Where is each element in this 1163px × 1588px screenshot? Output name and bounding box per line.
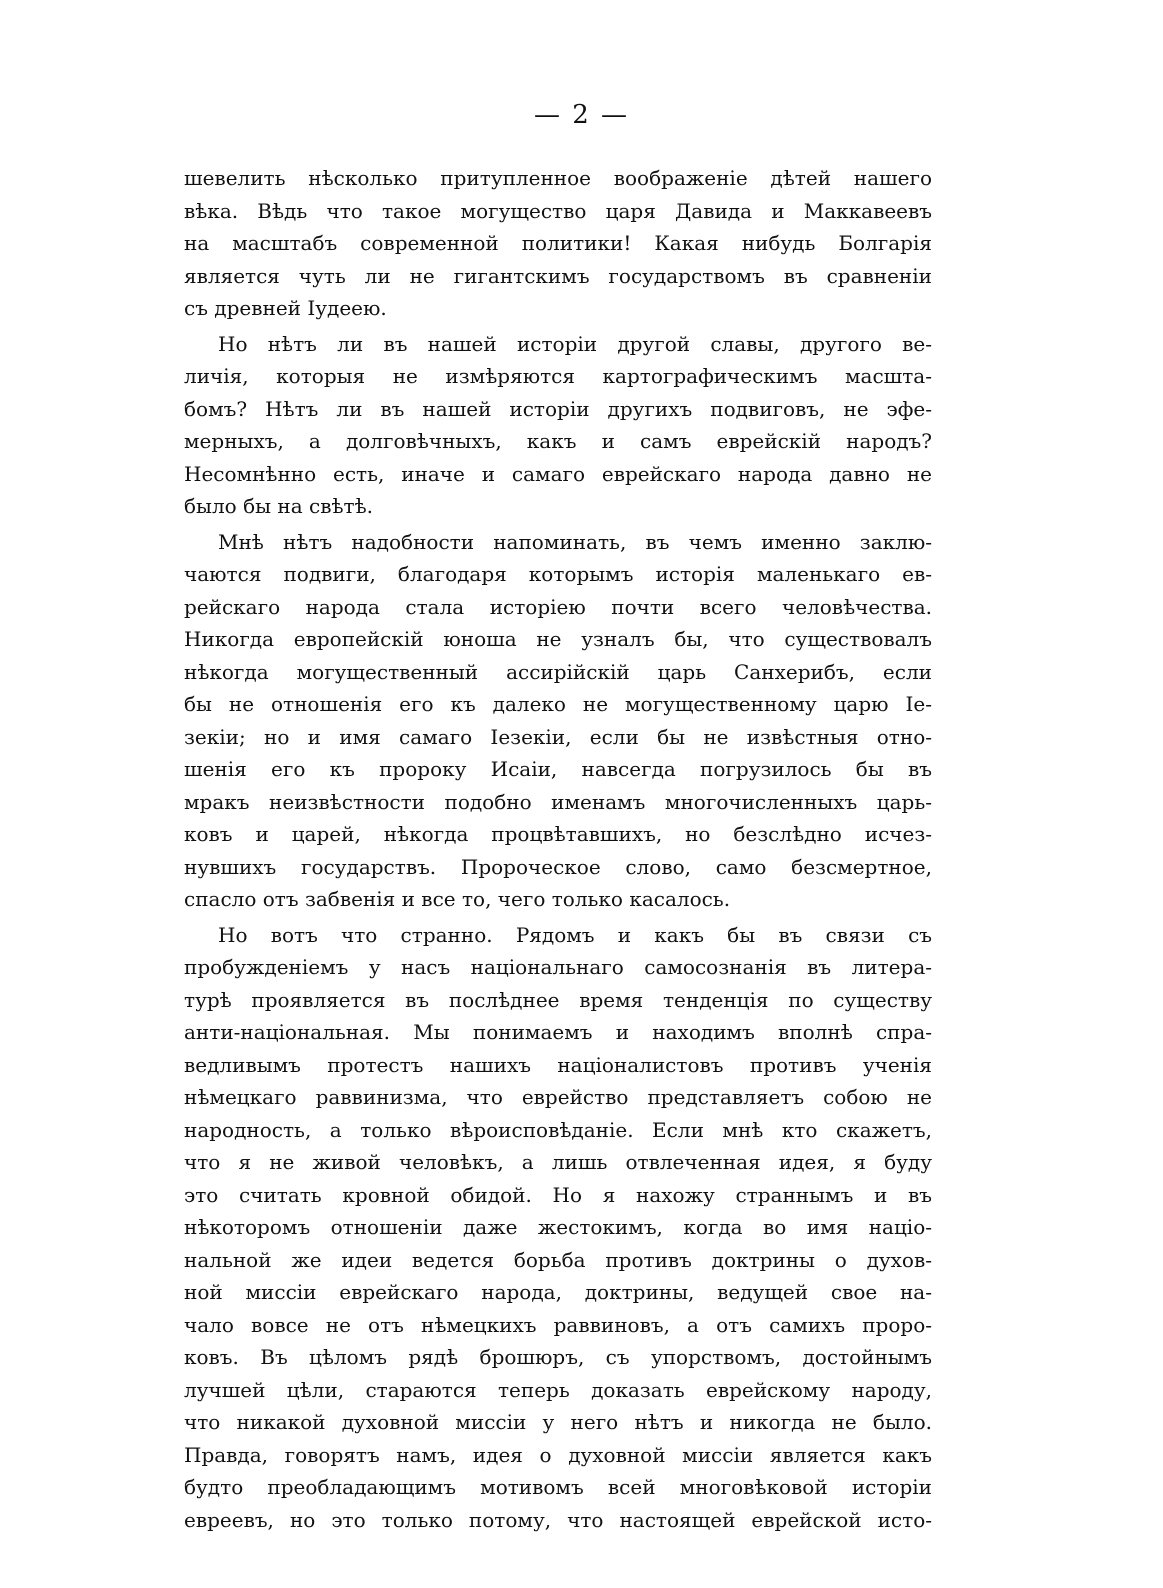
text-line: бомъ? Нѣтъ ли въ нашей исторіи другихъ подвиговъ, не эфе- <box>184 396 932 421</box>
text-line: шевелить нѣсколько притупленное воображеніе дѣтей нашего <box>184 166 932 190</box>
paragraph <box>184 526 932 916</box>
text-line: является чуть ли не гигантскимъ государствомъ въ сравненіи <box>184 263 932 288</box>
text-line: лучшей цѣли, стараются теперь доказать еврейскому народу, <box>184 1377 932 1402</box>
text-line: будто преобладающимъ мотивомъ всей многовѣковой исторіи <box>184 1475 932 1499</box>
paragraph <box>184 919 932 1537</box>
text-line: съ древней Іудеею. <box>184 296 387 320</box>
text-line: что я не живой человѣкъ, а лишь отвлеченная идея, я буду <box>184 1150 932 1174</box>
text-line: было бы на свѣтѣ. <box>184 494 373 518</box>
text-line: нальной же идеи ведется борьба противъ доктрины о духов- <box>184 1247 932 1272</box>
text-line: это считать кровной обидой. Но я нахожу страннымъ и въ <box>184 1182 932 1207</box>
text-line: Правда, говорятъ намъ, идея о духовной миссіи является какъ <box>184 1442 932 1467</box>
text-line: бы не отношенія его къ далеко не могущественному царю Іе- <box>184 692 932 716</box>
text-line: зекіи; но и имя самаго Іезекіи, если бы не извѣстныя отно- <box>184 724 932 749</box>
text-line: Мнѣ нѣтъ надобности напоминать, въ чемъ именно заклю- <box>218 529 932 554</box>
text-line: ведливымъ протестъ нашихъ націоналистовъ противъ ученія <box>184 1052 932 1077</box>
text-line: Никогда европейскій юноша не узналъ бы, что существовалъ <box>184 627 932 651</box>
text-line: анти-національная. Мы понимаемъ и находимъ вполнѣ спра- <box>184 1020 932 1044</box>
text-line: турѣ проявляется въ послѣднее время тенденція по существу <box>184 987 932 1012</box>
body-text <box>184 162 932 1536</box>
text-line: нѣкогда могущественный ассирійскій царь Санхерибъ, если <box>184 659 932 684</box>
paragraph <box>184 162 932 325</box>
text-line: шенія его къ пророку Исаіи, навсегда погрузилось бы въ <box>184 757 932 781</box>
text-line: пробужденіемъ у насъ національнаго самосознанія въ литера- <box>184 955 932 979</box>
page-number: — 2 — <box>533 100 630 130</box>
text-line: мерныхъ, а долговѣчныхъ, какъ и самъ еврейскій народъ? <box>184 429 932 453</box>
text-line: Но вотъ что странно. Рядомъ и какъ бы въ связи съ <box>218 922 932 947</box>
text-line: ковъ и царей, нѣкогда процвѣтавшихъ, но безслѣдно исчез- <box>184 822 932 846</box>
text-line: вѣка. Вѣдь что такое могущество царя Давида и Маккавеевъ <box>184 198 932 223</box>
text-line: чало вовсе не отъ нѣмецкихъ раввиновъ, а отъ самихъ проро- <box>184 1312 932 1337</box>
paragraph <box>184 328 932 523</box>
text-line: рейскаго народа стала исторіею почти всего человѣчества. <box>184 594 932 619</box>
text-line: на масштабъ современной политики! Какая нибудь Болгарія <box>184 231 932 255</box>
text-line: народность, а только вѣроисповѣданіе. Если мнѣ кто скажетъ, <box>184 1117 932 1142</box>
text-line: мракъ неизвѣстности подобно именамъ многочисленныхъ царь- <box>184 789 932 814</box>
text-line: Несомнѣнно есть, иначе и самаго еврейскаго народа давно не <box>184 461 932 486</box>
text-line: ной миссіи еврейскаго народа, доктрины, ведущей свое на- <box>184 1280 932 1304</box>
text-line: нѣкоторомъ отношеніи даже жестокимъ, когда во имя націо- <box>184 1215 932 1239</box>
text-line: ковъ. Въ цѣломъ рядѣ брошюръ, съ упорствомъ, достойнымъ <box>184 1345 932 1369</box>
text-line: что никакой духовной миссіи у него нѣтъ и никогда не было. <box>184 1410 932 1434</box>
text-line: чаются подвиги, благодаря которымъ исторія маленькаго ев- <box>184 562 932 586</box>
text-line: нѣмецкаго раввинизма, что еврейство представляетъ собою не <box>184 1085 932 1109</box>
text-line: евреевъ, но это только потому, что настоящей еврейской исто- <box>184 1507 932 1532</box>
text-line: личія, которыя не измѣряются картографическимъ масшта- <box>184 364 932 388</box>
text-line: Но нѣтъ ли въ нашей исторіи другой славы, другого ве- <box>218 331 932 356</box>
text-line: нувшихъ государствъ. Пророческое слово, само безсмертное, <box>184 854 932 879</box>
text-line: спасло отъ забвенія и все то, чего только касалось. <box>184 887 731 911</box>
